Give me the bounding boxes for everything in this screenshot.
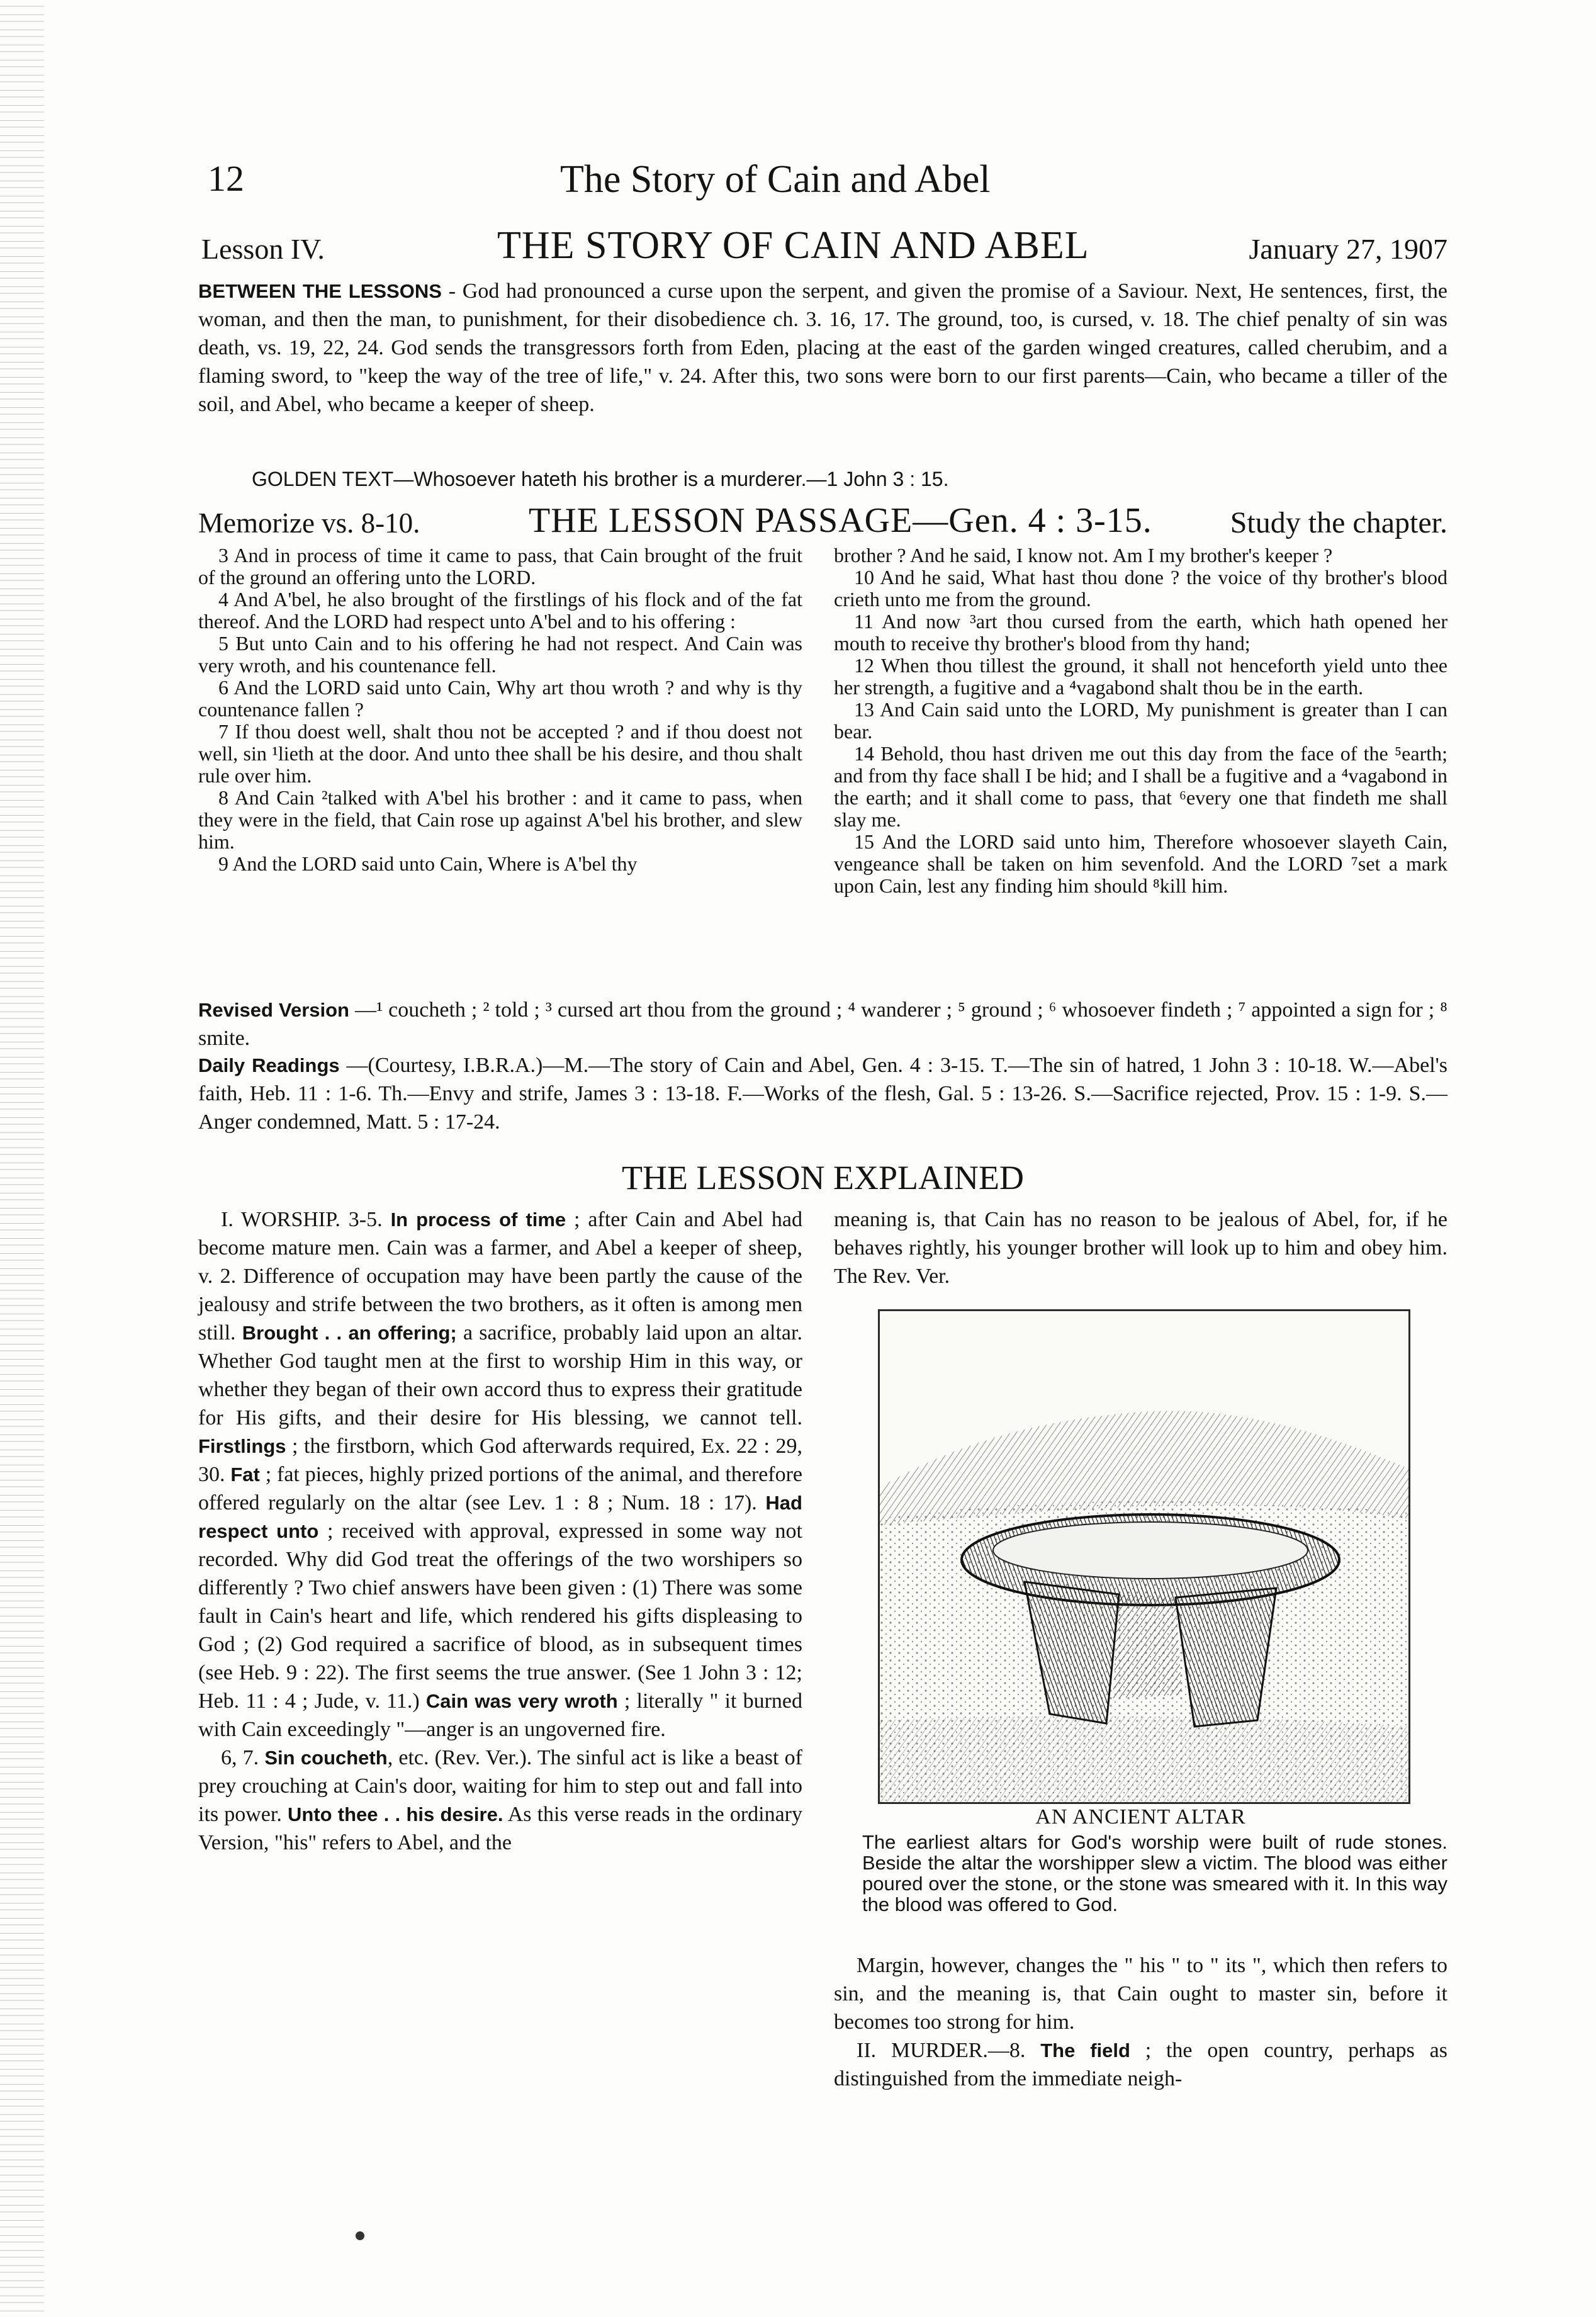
passage-header	[198, 500, 1447, 544]
golden-text: GOLDEN TEXT—Whosoever hateth his brother is a murderer.—1 John 3 : 15.	[252, 468, 949, 490]
text-run: ; received with approval, expressed in some way not recorded. Why did God treat the offerings of the two worshipers so differently ? Two chief answers have been given : (1) There was some fault in Cain's heart and life, which rendered his gifts displeasing to God ; (2) God required a sacrifice of blood, as in subsequent times (see Heb. 9 : 22). The first seems the true answer. (See 1 John 3 : 12; Heb. 11 : 4 ; Jude, v. 11.)	[198, 1519, 802, 1713]
explained-right-top: meaning is, that Cain has no reason to be jealous of Abel, for, if he behaves rightly, his younger brother will look up to him and obey him. The Rev. Ver.	[834, 1208, 1447, 1288]
text-run: Margin, however, changes the " his " to " its ", which then refers to sin, and the meaning is, that Cain ought to master sin, before it becomes too strong for him.	[834, 1954, 1447, 2034]
verse: 4 And A'bel, he also brought of the firstlings of his flock and of the fat thereof. And the LORD had respect unto A'bel and to his offering :	[198, 588, 802, 633]
text-run: ; the open country, perhaps as distinguished from the immediate neigh-	[834, 2039, 1447, 2090]
figure-caption-title: AN ANCIENT ALTAR	[1035, 1805, 1246, 1829]
bold-term: Brought . . an offering;	[242, 1322, 457, 1344]
lesson-header	[201, 223, 1447, 274]
text-run: , etc. (Rev. Ver.). The sinful act is like a beast of prey crouching at Cain's door, waiting for him to step out and fall into its power.	[198, 1746, 802, 1826]
explained-right-bottom	[834, 1951, 1447, 2279]
text-run: I. WORSHIP. 3-5.	[221, 1208, 391, 1231]
text-run: ; literally " it burned with Cain exceedingly "—anger is an ungoverned fire.	[198, 1689, 802, 1741]
between-the-lessons	[198, 277, 1447, 459]
bold-term: Fat	[230, 1463, 260, 1485]
text-run: ; fat pieces, highly prized portions of the animal, and therefore offered regularly on the altar (see Lev. 1 : 8 ; Num. 18 : 17).	[198, 1463, 802, 1514]
between-label: BETWEEN THE LESSONS	[198, 280, 442, 302]
bold-term: The field	[1040, 2039, 1130, 2061]
lesson-number: Lesson IV.	[201, 233, 325, 265]
verse: 3 And in process of time it came to pass, that Cain brought of the fruit of the ground an offering unto the LORD.	[198, 544, 802, 589]
revised-version-notes	[198, 996, 1448, 1050]
revised-text: —¹ coucheth ; ² told ; ³ cursed art thou from the ground ; ⁴ wanderer ; ⁵ ground ; ⁶ whosoever findeth ; ⁷ appointed a sign for ; ⁸ smite.	[198, 998, 1448, 1050]
bold-term: Had respect unto	[198, 1492, 802, 1542]
passage-title: THE LESSON PASSAGE—Gen. 4 : 3-15.	[529, 501, 1152, 540]
daily-label: Daily Readings	[198, 1054, 340, 1076]
verse: 8 And Cain ²talked with A'bel his brother : and it came to pass, when they were in the field, that Cain rose up against A'bel his brother, and slew him.	[198, 786, 802, 853]
page-number: 12	[208, 158, 244, 199]
bold-term: Cain was very wroth	[425, 1690, 618, 1712]
daily-readings	[198, 1051, 1447, 1158]
daily-text: —(Courtesy, I.B.R.A.)—M.—The story of Cain and Abel, Gen. 4 : 3-15. T.—The sin of hatred, 1 John 3 : 10-18. W.—Abel's faith, Heb. 11 : 1-6. Th.—Envy and strife, James 3 : 13-18. F.—Works of the flesh, Gal. 5 : 13-26. S.—Sacrifice rejected, Prov. 15 : 1-9. S.—Anger condemned, Matt. 5 : 17-24.	[198, 1054, 1448, 1134]
bold-term: Sin coucheth	[264, 1747, 388, 1769]
explained-paragraph	[198, 1205, 802, 1744]
verse: 10 And he said, What hast thou done ? the voice of thy brother's blood crieth unto me from the ground.	[834, 566, 1447, 611]
running-head	[208, 157, 1441, 220]
bold-term: Firstlings	[198, 1435, 286, 1457]
verse: 5 But unto Cain and to his offering he had not respect. And Cain was very wroth, and his countenance fell.	[198, 632, 802, 677]
text-run: 6, 7.	[221, 1746, 265, 1769]
bold-term: In process of time	[390, 1209, 566, 1231]
verses-left-column	[198, 544, 802, 995]
explained-paragraph	[198, 1744, 802, 1857]
explained-left-column	[198, 1205, 802, 2288]
verse: 14 Behold, thou hast driven me out this day from the face of the ⁵earth; and from thy face shall I be hid; and I shall be a fugitive and a ⁴vagabond in the earth; and it shall come to pass, that ⁶every one that findeth me shall slay me.	[834, 742, 1447, 831]
verse: brother ? And he said, I know not. Am I my brother's keeper ?	[834, 544, 1333, 567]
verses-right-column	[834, 544, 1447, 995]
running-title: The Story of Cain and Abel	[560, 158, 991, 201]
verse: 15 And the LORD said unto him, Therefore whosoever slayeth Cain, vengeance shall be taken on him sevenfold. And the LORD ⁷set a mark upon Cain, lest any finding him should ⁸kill him.	[834, 830, 1447, 897]
altar-illustration	[878, 1309, 1410, 1804]
verse: 6 And the LORD said unto Cain, Why art thou wroth ? and why is thy countenance fallen ?	[198, 676, 802, 721]
lesson-title: THE STORY OF CAIN AND ABEL	[497, 224, 1089, 267]
text-run: ; the firstborn, which God afterwards required, Ex. 22 : 29, 30.	[198, 1435, 802, 1486]
figure-caption-text: The earliest altars for God's worship were built of rude stones. Beside the altar the worshipper slew a victim. The blood was either poured over the stone, or the stone was smeared with it. In this way the blood was offered to God.	[862, 1831, 1447, 1915]
bold-term: Unto thee . . his desire.	[287, 1803, 503, 1825]
verse: 11 And now ³art thou cursed from the earth, which hath opened her mouth to receive thy brother's blood from thy hand;	[834, 610, 1447, 655]
revised-label: Revised Version	[198, 999, 349, 1021]
study-note: Study the chapter.	[1230, 506, 1447, 539]
memorize-note: Memorize vs. 8-10.	[198, 507, 420, 539]
explained-paragraph	[834, 2036, 1447, 2093]
verse: 9 And the LORD said unto Cain, Where is A'bel thy	[218, 852, 638, 875]
verse: 12 When thou tillest the ground, it shall not henceforth yield unto thee her strength, a fugitive and a ⁴vagabond shalt thou be in the earth.	[834, 654, 1447, 699]
verse: 7 If thou doest well, shalt thou not be accepted ? and if thou doest not well, sin ¹lieth at the door. And unto thee shall be his desire, and thou shalt rule over him.	[198, 720, 802, 787]
lesson-date: January 27, 1907	[1249, 233, 1447, 265]
between-text: - God had pronounced a curse upon the serpent, and given the promise of a Saviour. Next, He sentences, first, the woman, and then the man, to punishment, for their disobedience ch. 3. 16, 17. The ground, too, is cursed, v. 18. The chief penalty of sin was death, vs. 19, 22, 24. God sends the transgressors forth from Eden, placing at the east of the garden winged creatures, called cherubim, and a flaming sword, to "keep the way of the tree of life," v. 24. After this, two sons were born to our first parents—Cain, who became a tiller of the soil, and Abel, who became a keeper of sheep.	[198, 279, 1448, 416]
text-run: a sacrifice, probably laid upon an altar. Whether God taught men at the first to worship Him in this way, or whether they began of their own accord thus to express their gratitude for His gifts, and their desire for His blessing, we cannot tell.	[198, 1321, 802, 1429]
explained-header: THE LESSON EXPLAINED	[622, 1159, 1024, 1197]
text-run: ; after Cain and Abel had become mature men. Cain was a farmer, and Abel a keeper of sheep, v. 2. Difference of occupation may have been partly the cause of the jealousy and strife between the two brothers, as it often is among men still.	[198, 1208, 802, 1345]
ink-mark	[356, 2231, 364, 2240]
explained-paragraph	[834, 1951, 1447, 2036]
text-run: II. MURDER.—8.	[857, 2039, 1041, 2062]
altar-engraving-icon	[880, 1311, 1408, 1802]
verse: 13 And Cain said unto the LORD, My punishment is greater than I can bear.	[834, 698, 1447, 743]
text-run: As this verse reads in the ordinary Version, "his" refers to Abel, and the	[198, 1803, 802, 1854]
scan-binding-edge	[0, 0, 44, 2317]
